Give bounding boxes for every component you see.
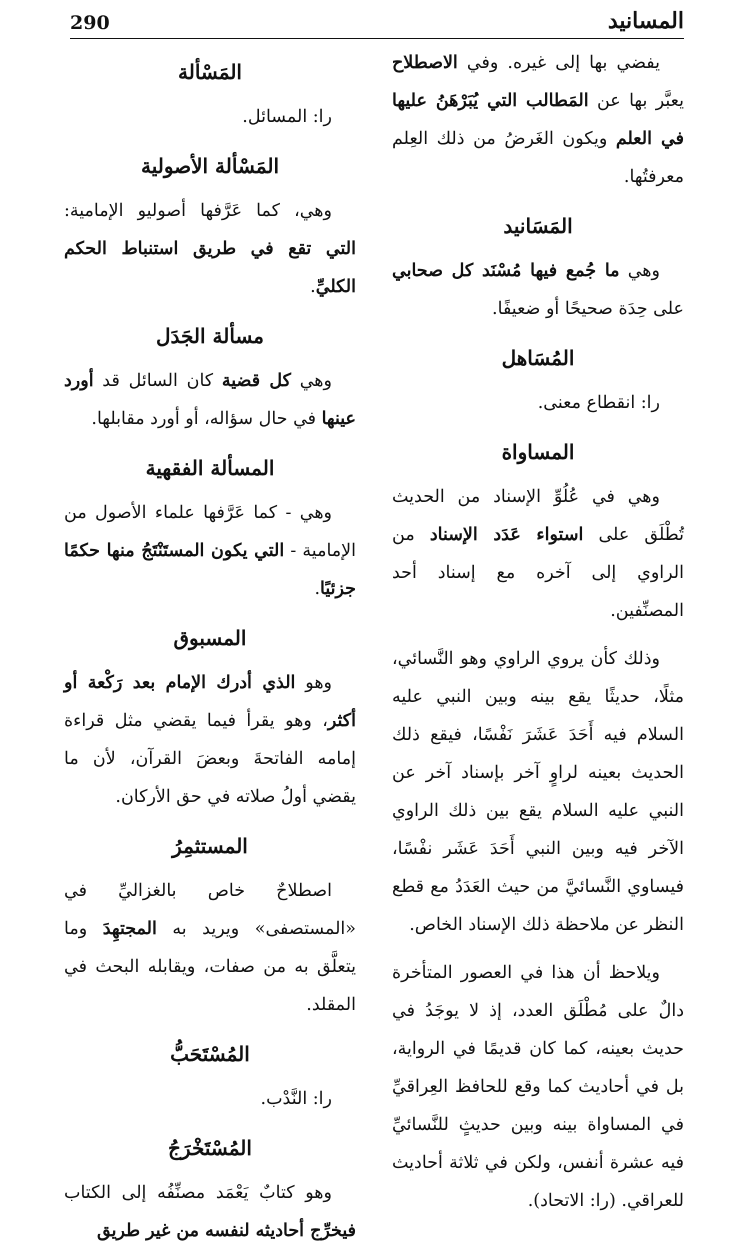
entry-heading: المُسَاهل <box>501 346 575 370</box>
text-segment: يفضي بها إلى غيره. وفي <box>457 53 660 73</box>
bold-term: كل قضية <box>221 371 291 391</box>
text-segment: على حِدَة صحيحًا أو ضعيفًا. <box>492 299 684 319</box>
text-segment: . <box>314 579 321 599</box>
text-segment: وهي <box>619 261 660 281</box>
entry-heading: المُسْتَخْرَجُ <box>168 1136 252 1160</box>
bold-term: استواء عَدَد الإسناد <box>429 525 584 545</box>
text-segment: وهو كتابٌ يَعْمَد مصنِّفُه إلى الكتاب <box>64 1183 332 1203</box>
text-segment: وهي <box>290 371 332 391</box>
entry-heading: مسألة الجَدَل <box>155 324 265 348</box>
entry-paragraph <box>64 362 356 438</box>
text-segment: را: انقطاع معنى. <box>537 393 660 413</box>
entry-heading: المَسْألة الأصولية <box>140 154 280 178</box>
entry-heading: المُسْتَحَبُّ <box>170 1042 250 1066</box>
text-segment: يعبَّر بها عن <box>588 91 684 111</box>
entry-paragraph <box>64 664 356 816</box>
bold-term: أورد عينها <box>64 371 356 429</box>
text-segment: ويلاحظ أن هذا في العصور المتأخرة دالٌ على مُطْلَق العدد، إذ لا يوجَدُ في حديث بعينه، كما كان قديمًا في الرواية، بل في أحاديث كما وقع للحافظ العِراقيِّ في المساواة بينه وبين حديثٍ للنَّسائيِّ فيه عشرة أنفس، ولكن في ثلاثة أحاديث للعراقي. (را: الاتحاد). <box>392 963 684 1211</box>
bold-term: التي تقع في طريق استنباط الحكم الكليِّ <box>64 239 356 297</box>
entry-paragraph <box>392 640 684 944</box>
text-segment: وهي، كما عَرَّفها أصوليو الإمامية: <box>64 201 332 221</box>
right-column <box>392 44 684 1230</box>
entry-paragraph <box>64 1080 356 1118</box>
bold-term: الذي أدرك الإمام بعد رَكْعة أو أكثر <box>64 673 356 731</box>
text-segment: وما يتعلَّق به من صفات، ويقابله البحث في المقلد. <box>64 919 356 1015</box>
text-segment: را: المسائل. <box>242 107 332 127</box>
text-segment: في حال سؤاله، أو أورد مقابلها. <box>91 409 322 429</box>
bold-term: المَطالب التي يُبَرْهَنُ عليها في العلم <box>392 91 684 149</box>
entry-heading: المَسَانيد <box>503 214 573 238</box>
bold-term: فيخرِّج أحاديثه لنفسه من غير طريق <box>97 1221 356 1241</box>
bold-term: ما جُمع فيها مُسْنَد كل صحابي <box>392 261 620 281</box>
entry-heading: المسألة الفقهية <box>145 456 275 480</box>
text-segment: من الراوي إلى آخره مع إسناد أحد المصنِّفين. <box>392 525 684 621</box>
text-segment: وهي في عُلُوِّ الإسناد من الحديث تُطْلَق على <box>392 487 685 545</box>
entry-paragraph <box>64 494 356 608</box>
entry-paragraph <box>392 252 684 328</box>
entry-heading: المَسْألة <box>178 60 242 84</box>
text-segment: اصطلاحٌ خاص بالغزاليِّ في «المستصفى» ويريد به <box>64 881 356 939</box>
entry-heading: المسبوق <box>173 626 247 650</box>
text-segment: وهو <box>295 673 332 693</box>
entry-paragraph <box>64 98 356 136</box>
text-segment: وذلك كأن يروي الراوي وهو النَّسائي، مثلًا، حديثًا يقع بينه وبين النبي عليه السلام فيه أَحَدَ عَشَرَ نَفْسًا، فيقع ذلك الحديث بعينه لراوٍ آخر بإسناد آخر عن النبي عليه السلام يقع بين ذلك الراوي الآخر فيه وبين النبي أَحَدَ عَشَر نفْسًا، فيساوي النَّسائيَّ من حيث العَدَدُ مع قطع النظر عن ملاحظة ذلك الإسناد الخاص. <box>392 649 684 935</box>
entry-heading: المستثمِرُ <box>172 834 248 858</box>
text-segment: ، وهو يقرأ فيما يقضي مثل قراءة إمامه الفاتحةَ وبعضَ القرآن، لأن ما يقضي أولُ صلاته في حق الأركان. <box>64 711 356 807</box>
text-segment: كان السائل قد <box>93 371 222 391</box>
entry-paragraph <box>64 1174 356 1250</box>
text-segment: ويكون الغَرضُ من ذلك العِلم معرفتُها. <box>392 129 684 187</box>
text-segment: را: النَّدْب. <box>260 1089 332 1109</box>
entry-paragraph <box>392 384 684 422</box>
text-segment: . <box>310 277 316 297</box>
entry-heading: المساواة <box>501 440 575 464</box>
page-number: 290 <box>70 12 110 34</box>
bold-term: الاصطلاح <box>392 53 458 73</box>
running-head: المسانيد <box>607 8 684 34</box>
entry-paragraph <box>392 478 684 630</box>
entry-paragraph <box>392 44 684 196</box>
text-segment: وهي - كما عَرَّفها علماء الأصول من الإمامية - <box>64 503 356 561</box>
entry-paragraph <box>64 192 356 306</box>
entry-paragraph <box>64 872 356 1024</box>
bold-term: التي يكون المستَنْتَجُ منها حكمًا جزئيًا <box>64 541 356 599</box>
entry-paragraph <box>392 954 684 1220</box>
page-header <box>70 8 684 39</box>
bold-term: المجتهِدَ <box>102 919 157 939</box>
